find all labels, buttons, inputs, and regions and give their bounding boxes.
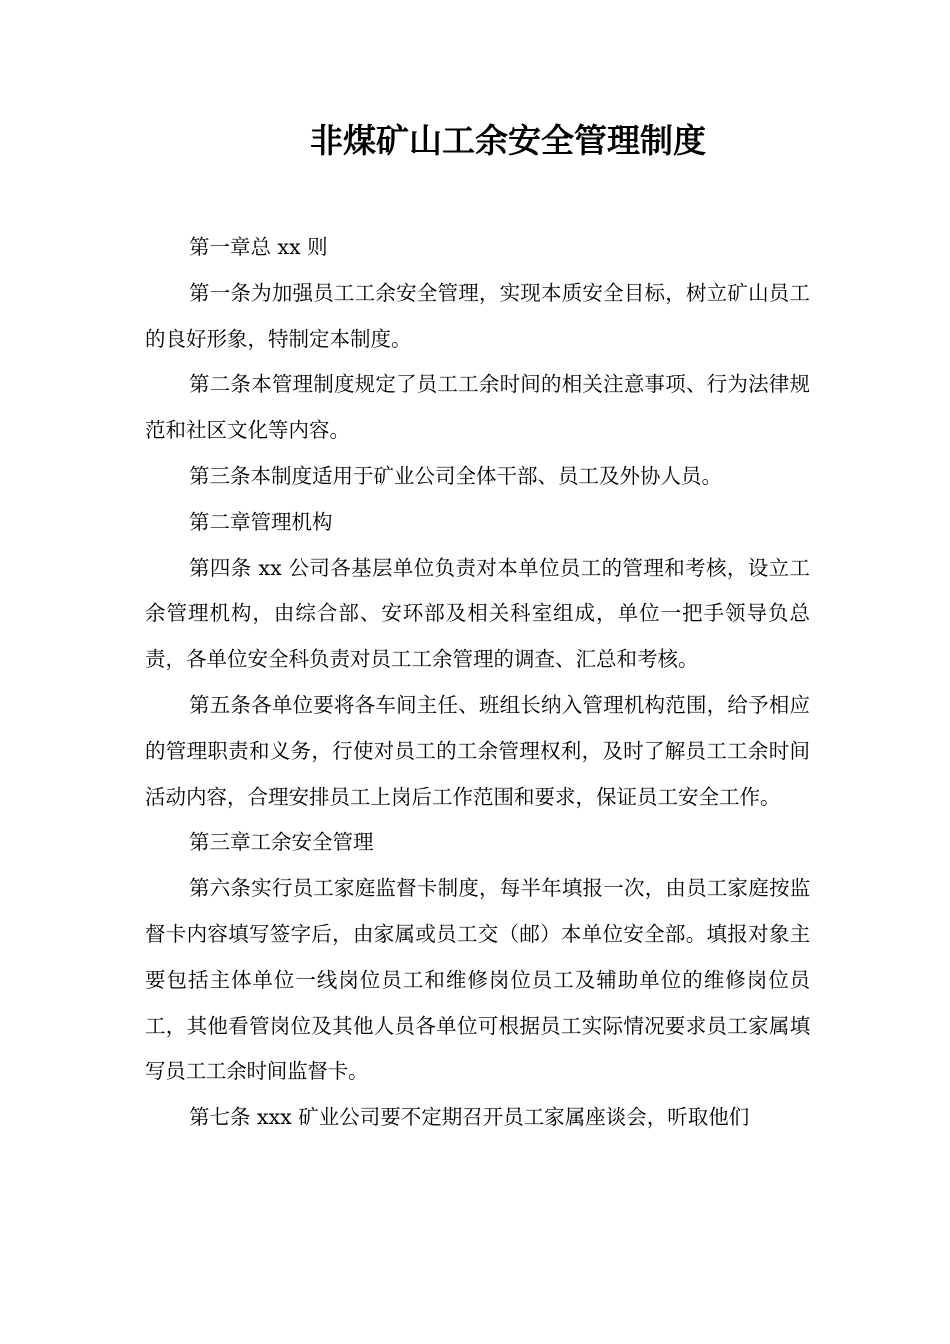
- article-1: 第一条为加强员工工余安全管理，实现本质安全目标，树立矿山员工的良好形象，特制定本制度。: [145, 280, 810, 351]
- article-2: 第二条本管理制度规定了员工工余时间的相关注意事项、行为法律规范和社区文化等内容。: [145, 372, 810, 443]
- document-title: 非煤矿山工余安全管理制度: [310, 121, 706, 160]
- chapter-heading-3: 第三章工余安全管理: [189, 830, 374, 855]
- article-4: 第四条 xx 公司各基层单位负责对本单位员工的管理和考核，设立工余管理机构，由综合部、安环部及相关科室组成，单位一把手领导负总责，各单位安全科负责对员工工余管理的调查、汇总和考核。: [145, 555, 810, 672]
- chapter-heading-1: 第一章总 xx 则: [189, 235, 328, 259]
- chapter-heading-2: 第二章管理机构: [189, 509, 333, 534]
- document-body: [145, 225, 810, 1141]
- article-6: 第六条实行员工家庭监督卡制度，每半年填报一次，由员工家庭按监督卡内容填写签字后，由家属或员工交（邮）本单位安全部。填报对象主要包括主体单位一线岗位员工和维修岗位员工及辅助单位的维修岗位员工，其他看管岗位及其他人员各单位可根据员工实际情况要求员工家属填写员工工余时间监督卡。: [145, 876, 810, 1084]
- article-5: 第五条各单位要将各车间主任、班组长纳入管理机构范围，给予相应的管理职责和义务，行使对员工的工余管理权利，及时了解员工工余时间活动内容，合理安排员工上岗后工作范围和要求，保证员工安全工作。: [145, 692, 810, 809]
- article-7: 第七条 xxx 矿业公司要不定期召开员工家属座谈会，听取他们: [189, 1105, 750, 1130]
- article-3: 第三条本制度适用于矿业公司全体干部、员工及外协人员。: [189, 463, 722, 488]
